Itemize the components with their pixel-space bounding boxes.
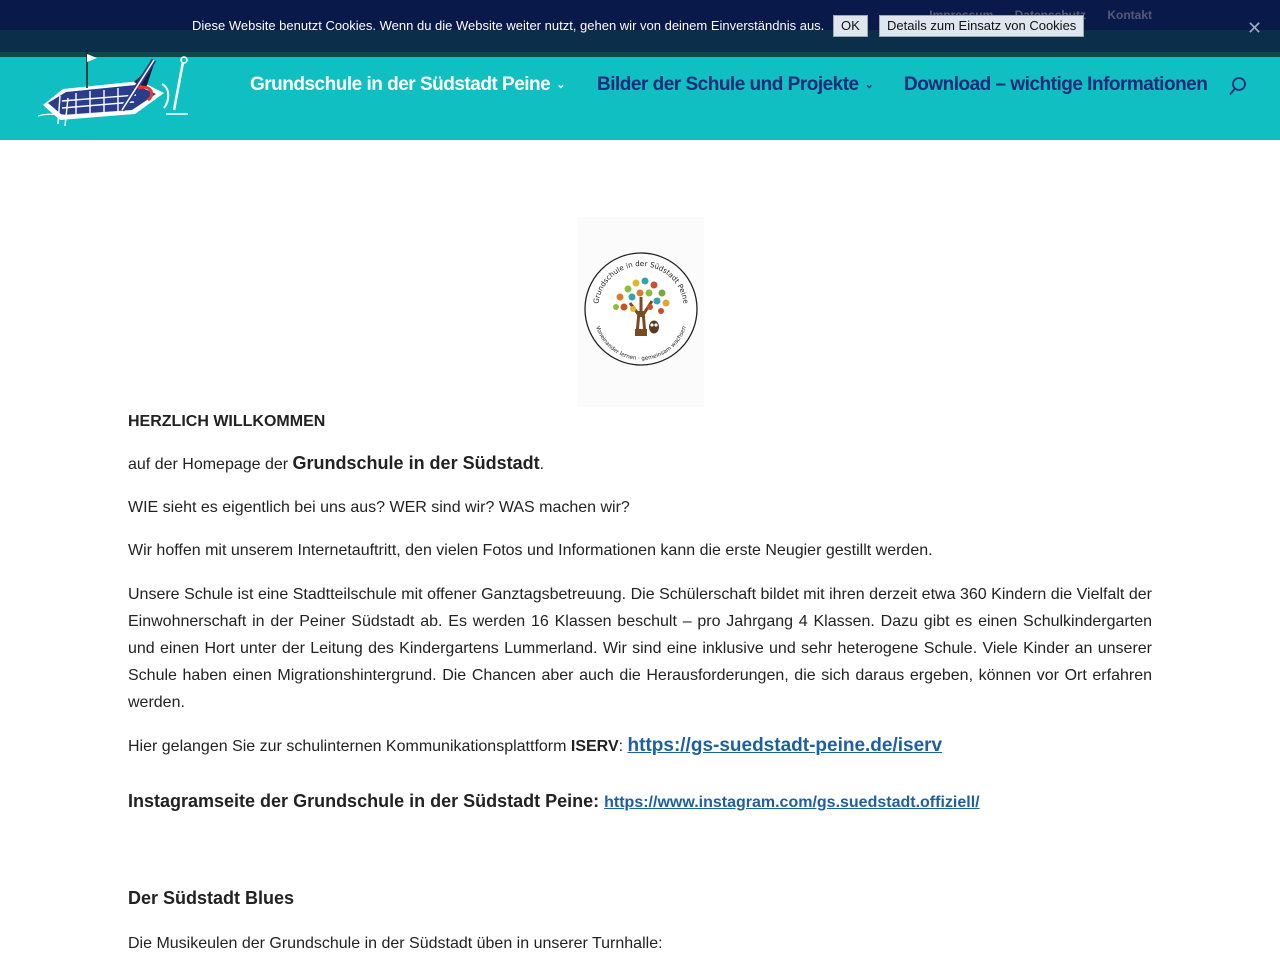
about-text: Unsere Schule ist eine Stadtteilschule mit offener Ganztagsbetreuung. Die Schülerschaft bildet mit ihren derzeit etwa 360 Kindern die Vielfalt der Einwohnerschaft in der Peiner Südstadt ab. Es werden 16 Klassen beschult – pro Jahrgang 4 Klassen. Dazu gibt es einen Schulkindergarten und einen Hort unter der Leitung des Kindergartens Lummerland. Wir sind eine inklusive und sehr heterogene Schule. Viele Kinder an unserer Schule haben einen Migrationshintergrund. Die Chancen aber auch die Herausforderungen, die sich daraus ergeben, können vor Ort erfahren werden. — [128, 586, 1152, 711]
welcome-text: HERZLICH WILLKOMMEN — [128, 413, 326, 430]
homepage-school: Grundschule in der Südstadt — [292, 453, 540, 473]
site-header — [0, 57, 1280, 140]
nav-item-bilder[interactable] — [597, 74, 873, 96]
iserv-prefix: Hier gelangen Sie zur schulinternen Kommunikationsplattform — [128, 738, 571, 755]
cookie-message: Diese Website benutzt Cookies. Wenn du die Website weiter nutzt, gehen wir von deinem Einverständnis aus. — [192, 18, 825, 33]
cookie-ok-button[interactable]: OK — [833, 15, 868, 37]
school-logo[interactable] — [38, 48, 190, 126]
cookie-details-button[interactable]: Details zum Einsatz von Cookies — [879, 15, 1084, 37]
badge-bottom-text: Voneinander lernen · gemeinsam wachsen — [594, 325, 688, 363]
nav-label: Grundschule in der Südstadt Peine — [250, 74, 551, 95]
blues-heading-text: Der Südstadt Blues — [128, 888, 295, 908]
nav-label: Download – wichtige Informationen — [904, 74, 1208, 95]
blues-text: Die Musikeulen der Grundschule in der Südstadt üben in unserer Turnhalle: — [128, 935, 663, 952]
welcome-heading — [128, 408, 1152, 435]
school-badge — [578, 217, 704, 407]
search-icon[interactable] — [1229, 76, 1247, 96]
homepage-line — [128, 450, 1152, 478]
iserv-colon: : — [618, 738, 628, 755]
instagram-link[interactable]: https://www.instagram.com/gs.suedstadt.offiziell/ — [604, 794, 980, 811]
hope-text: Wir hoffen mit unserem Internetauftritt, den vielen Fotos und Informationen kann die erste Neugier gestillt werden. — [128, 542, 933, 559]
iserv-line — [128, 732, 1152, 760]
chevron-down-icon: ⌄ — [556, 79, 565, 92]
instagram-label: Instagramseite der Grundschule in der Südstadt Peine: — [128, 791, 605, 811]
tree-emblem-icon — [578, 217, 704, 407]
nav-item-download[interactable] — [904, 74, 1207, 96]
homepage-prefix: auf der Homepage der — [128, 456, 293, 473]
cookie-banner — [0, 0, 1280, 52]
question-text: WIE sieht es eigentlich bei uns aus? WER sind wir? WAS machen wir? — [128, 499, 630, 516]
close-icon[interactable]: ✕ — [1247, 18, 1263, 38]
nav-label: Bilder der Schule und Projekte — [597, 74, 859, 95]
iserv-link[interactable]: https://gs-suedstadt-peine.de/iserv — [627, 735, 943, 756]
iserv-name: ISERV — [570, 738, 619, 755]
homepage-suffix: . — [539, 456, 545, 473]
blues-heading — [128, 885, 1152, 913]
badge-top-text: Grundschule in der Südstadt Peine — [591, 258, 691, 305]
chevron-down-icon: ⌄ — [864, 79, 874, 92]
nav-item-grundschule[interactable] — [250, 74, 565, 96]
instagram-line — [128, 788, 1152, 816]
